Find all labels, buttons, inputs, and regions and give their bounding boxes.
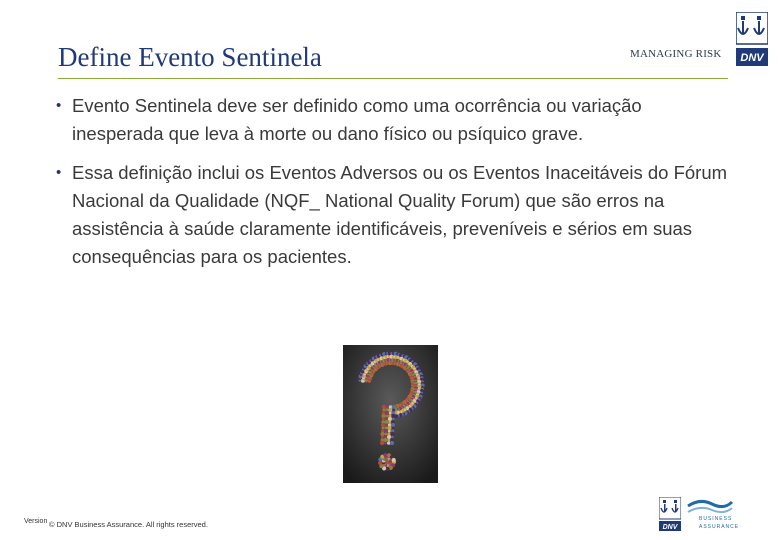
bead xyxy=(380,441,384,445)
bead xyxy=(390,432,394,436)
bead xyxy=(385,415,388,418)
bullet-dot-icon: • xyxy=(56,164,62,181)
dnv-footer-logo-icon xyxy=(659,497,681,531)
bead xyxy=(384,433,387,436)
bead xyxy=(382,418,385,421)
bead xyxy=(390,441,394,445)
bead xyxy=(388,421,391,424)
bullet-dot-icon: • xyxy=(56,97,62,114)
dnv-logo-text: DNV xyxy=(740,52,764,64)
bullet-text: Evento Sentinela deve ser definido como uma ocorrência ou variação inesperada que leva à morte ou dano físico ou psíquico grave. xyxy=(72,95,642,144)
bead xyxy=(392,458,396,462)
bullet-list xyxy=(53,92,733,282)
bead xyxy=(392,409,395,412)
copyright-text: © DNV Business Assurance. All rights reserved. xyxy=(49,520,208,529)
bead xyxy=(382,405,386,409)
bead xyxy=(381,423,385,427)
bead xyxy=(392,418,395,421)
assurance-label: ASSURANCE xyxy=(699,524,740,530)
bead xyxy=(384,420,388,424)
bead xyxy=(387,435,391,439)
bead xyxy=(383,438,387,442)
bullet-item xyxy=(53,92,733,148)
bullet-item xyxy=(53,159,733,271)
bead xyxy=(388,408,392,412)
bead xyxy=(381,414,385,418)
bead xyxy=(386,406,389,409)
business-label: BUSINESS xyxy=(699,516,733,522)
bead xyxy=(386,461,389,464)
bead xyxy=(385,424,388,427)
managing-risk-tagline: MANAGING RISK xyxy=(630,48,722,60)
bead xyxy=(389,412,392,415)
dnv-footer-logo-text: DNV xyxy=(662,524,678,531)
bead xyxy=(391,427,394,430)
bead xyxy=(380,432,384,436)
bead xyxy=(391,436,394,439)
dnv-logo-icon xyxy=(736,12,768,66)
bead xyxy=(381,436,384,439)
question-mark-photo xyxy=(343,345,438,483)
title-divider xyxy=(58,78,728,79)
bead xyxy=(382,409,385,412)
version-label: Version xyxy=(24,518,48,525)
bead xyxy=(384,442,387,445)
bead xyxy=(384,429,388,433)
bullet-text: Essa definição inclui os Eventos Adversos ou os Eventos Inaceitáveis do Fórum Nacional da Qualidade (NQF_ National Quality Forum) que são erros na assistência à saúde claramente identificáveis, preveníveis e sérios em suas consequências para os pacientes. xyxy=(72,162,728,267)
bead xyxy=(388,417,392,421)
bead xyxy=(382,427,385,430)
bead xyxy=(385,411,389,415)
bead xyxy=(391,423,395,427)
bead xyxy=(391,414,395,418)
bead xyxy=(387,426,391,430)
slide-title: Define Evento Sentinela xyxy=(58,42,322,72)
bead xyxy=(392,405,396,409)
bead xyxy=(388,439,391,442)
bead xyxy=(388,430,391,433)
